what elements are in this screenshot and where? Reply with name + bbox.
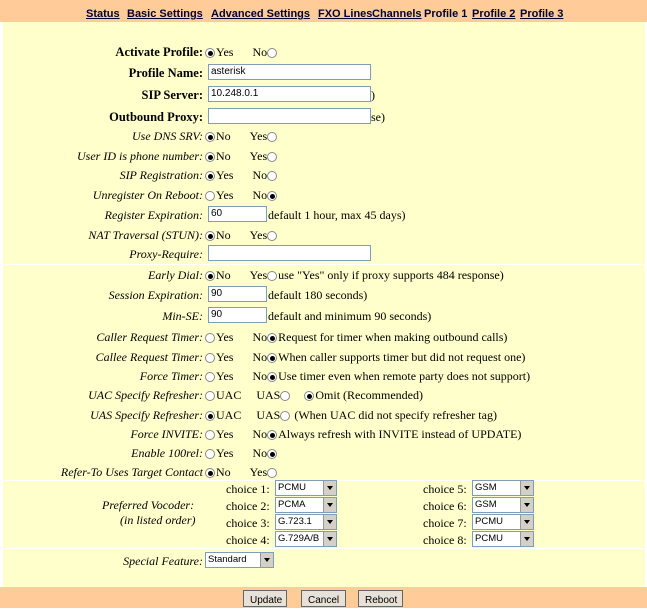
enable-100rel-yes-radio[interactable] <box>205 449 215 459</box>
caller-timer-yes-label: Yes <box>216 330 234 344</box>
dns-srv-no-label: No <box>216 129 231 143</box>
activate-yes-radio[interactable] <box>205 48 215 58</box>
sip-server-suffix: ) <box>371 88 375 102</box>
userid-phone-no-label: No <box>216 149 231 163</box>
force-invite-note: Always refresh with INVITE instead of UPDATE) <box>278 427 522 441</box>
special-feature-label: Special Feature: <box>123 554 203 568</box>
row-early-dial <box>3 265 645 285</box>
activate-profile-label: Activate Profile: <box>115 45 203 59</box>
nav-profile-3[interactable]: Profile 3 <box>520 8 564 20</box>
nat-traversal-yes-radio[interactable] <box>267 231 277 241</box>
early-dial-yes-label: Yes <box>249 268 268 282</box>
nav-channels[interactable]: Channels <box>372 8 422 20</box>
choice-3-label: choice 3: <box>226 516 270 530</box>
dns-srv-options <box>205 129 278 143</box>
min-se-note: default and minimum 90 seconds) <box>268 309 432 323</box>
early-dial-note: use "Yes" only if proxy supports 484 response) <box>278 268 504 282</box>
uac-refresher-uac-label: UAC <box>216 388 242 402</box>
row-proxy-require <box>3 244 645 264</box>
uas-refresher-uas-radio[interactable] <box>280 411 290 421</box>
sip-registration-yes-label: Yes <box>216 168 234 182</box>
row-outbound-proxy <box>3 107 645 127</box>
choice-8-label: choice 8: <box>423 533 467 547</box>
activate-yes-label: Yes <box>216 45 234 59</box>
dns-srv-yes-label: Yes <box>249 129 268 143</box>
profile-name-label: Profile Name: <box>128 66 203 80</box>
chevron-down-icon <box>520 532 533 546</box>
refer-to-no-radio[interactable] <box>205 468 215 478</box>
callee-timer-no-label: No <box>252 350 268 364</box>
choice-7-label: choice 7: <box>423 516 467 530</box>
sip-registration-no-radio[interactable] <box>267 171 277 181</box>
outbound-proxy-input[interactable] <box>208 108 371 124</box>
update-button[interactable]: Update <box>243 590 287 607</box>
top-navigation <box>0 0 647 22</box>
row-uas-refresher <box>3 405 645 425</box>
unregister-reboot-no-label: No <box>252 188 268 202</box>
choice-2-label: choice 2: <box>226 499 270 513</box>
nat-traversal-no-radio[interactable] <box>205 231 215 241</box>
uac-refresher-uac-radio[interactable] <box>205 391 215 401</box>
userid-phone-no-radio[interactable] <box>205 152 215 162</box>
choice-7-select[interactable]: PCMU <box>472 514 534 530</box>
row-special-feature <box>3 551 645 571</box>
force-timer-no-label: No <box>252 369 268 383</box>
choice-4-select[interactable]: G.729A/B <box>275 531 337 547</box>
unregister-reboot-no-radio[interactable] <box>267 191 277 201</box>
nav-profile-2[interactable]: Profile 2 <box>472 8 516 20</box>
min-se-input[interactable]: 90 <box>208 307 267 323</box>
choice-5-label: choice 5: <box>423 482 467 496</box>
nav-fxo-lines[interactable]: FXO Lines <box>318 8 373 20</box>
early-dial-label: Early Dial: <box>148 268 203 282</box>
row-force-timer <box>3 366 645 386</box>
row-sip-server <box>3 85 645 105</box>
choice-2-select[interactable]: PCMA <box>275 497 337 513</box>
separator <box>3 548 645 549</box>
uac-refresher-options <box>205 388 423 402</box>
early-dial-no-label: No <box>216 268 231 282</box>
callee-timer-no-radio[interactable] <box>267 353 277 363</box>
uas-refresher-label: UAS Specify Refresher: <box>90 408 203 422</box>
proxy-require-input[interactable] <box>208 245 371 261</box>
uac-refresher-uas-label: UAS <box>256 388 281 402</box>
choice-1-select[interactable]: PCMU <box>275 480 337 496</box>
row-unregister-reboot <box>3 185 645 205</box>
choice-6-select[interactable]: GSM <box>472 497 534 513</box>
chevron-down-icon <box>323 532 336 546</box>
session-expiration-label: Session Expiration: <box>108 288 203 302</box>
callee-timer-note: When caller supports timer but did not request one) <box>278 350 526 364</box>
vocoder-order-label: (in listed order) <box>120 513 196 527</box>
unregister-reboot-label: Unregister On Reboot: <box>92 188 203 202</box>
choice-1-label: choice 1: <box>226 482 270 496</box>
caller-timer-note: Request for timer when making outbound calls) <box>278 330 508 344</box>
nav-basic-settings[interactable]: Basic Settings <box>127 8 203 20</box>
register-expiration-input[interactable]: 60 <box>208 206 267 222</box>
force-timer-label: Force Timer: <box>139 369 203 383</box>
outbound-proxy-label: Outbound Proxy: <box>109 110 203 124</box>
nav-advanced-settings[interactable]: Advanced Settings <box>211 8 311 20</box>
uas-refresher-uac-radio[interactable] <box>205 411 215 421</box>
chevron-down-icon <box>323 515 336 529</box>
caller-timer-no-radio[interactable] <box>267 333 277 343</box>
userid-phone-options <box>205 149 278 163</box>
choice-4-label: choice 4: <box>226 533 270 547</box>
early-dial-no-radio[interactable] <box>205 271 215 281</box>
callee-request-timer-label: Callee Request Timer: <box>95 350 203 364</box>
chevron-down-icon <box>520 481 533 495</box>
uac-refresher-uas-radio[interactable] <box>280 391 290 401</box>
row-nat-traversal <box>3 225 645 245</box>
unregister-reboot-yes-label: Yes <box>216 188 234 202</box>
early-dial-options <box>205 268 504 282</box>
nav-profile-1: Profile 1 <box>424 8 468 20</box>
caller-request-timer-options <box>205 330 507 344</box>
profile-name-input[interactable]: asterisk <box>208 64 371 80</box>
profile-form <box>3 22 645 587</box>
refer-to-options <box>205 465 278 479</box>
sip-registration-label: SIP Registration: <box>119 168 203 182</box>
chevron-down-icon <box>260 553 273 567</box>
row-activate-profile <box>3 42 645 62</box>
activate-no-label: No <box>252 45 268 59</box>
force-invite-no-label: No <box>252 427 268 441</box>
uac-refresher-omit-radio[interactable] <box>304 391 314 401</box>
proxy-require-label: Proxy-Require: <box>129 247 203 261</box>
unregister-reboot-yes-radio[interactable] <box>205 191 215 201</box>
uas-refresher-uas-label: UAS <box>256 408 281 422</box>
force-invite-label: Force INVITE: <box>130 427 203 441</box>
force-invite-options <box>205 427 521 441</box>
row-caller-request-timer <box>3 327 645 347</box>
reboot-button[interactable]: Reboot <box>358 590 403 607</box>
row-enable-100rel <box>3 443 645 463</box>
callee-request-timer-options <box>205 350 525 364</box>
force-timer-note: Use timer even when remote party does not support) <box>278 369 531 383</box>
refer-to-yes-radio[interactable] <box>267 468 277 478</box>
chevron-down-icon <box>323 498 336 512</box>
chevron-down-icon <box>323 481 336 495</box>
dns-srv-label: Use DNS SRV: <box>132 129 203 143</box>
activate-profile-options <box>205 45 278 59</box>
force-timer-options <box>205 369 530 383</box>
row-session-expiration <box>3 285 645 305</box>
uas-refresher-uac-label: UAC <box>216 408 242 422</box>
special-feature-select[interactable]: Standard <box>205 552 274 568</box>
uas-refresher-note: (When UAC did not specify refresher tag) <box>294 408 497 422</box>
callee-timer-yes-radio[interactable] <box>205 353 215 363</box>
sip-registration-options <box>205 168 278 182</box>
unregister-reboot-options <box>205 188 278 202</box>
row-min-se <box>3 306 645 326</box>
row-profile-name <box>3 63 645 83</box>
row-register-expiration <box>3 205 645 225</box>
caller-request-timer-label: Caller Request Timer: <box>96 330 203 344</box>
force-invite-yes-radio[interactable] <box>205 430 215 440</box>
enable-100rel-no-radio[interactable] <box>267 449 277 459</box>
choice-3-select[interactable]: G.723.1 <box>275 514 337 530</box>
register-expiration-note: default 1 hour, max 45 days) <box>268 208 406 222</box>
chevron-down-icon <box>520 515 533 529</box>
choice-8-select[interactable]: PCMU <box>472 531 534 547</box>
nat-traversal-label: NAT Traversal (STUN): <box>88 228 203 242</box>
force-timer-yes-radio[interactable] <box>205 372 215 382</box>
vocoder-label: Preferred Vocoder: <box>102 498 195 512</box>
nav-status[interactable]: Status <box>86 8 120 20</box>
cancel-button[interactable]: Cancel <box>301 590 346 607</box>
refer-to-no-label: No <box>216 465 231 479</box>
row-callee-request-timer <box>3 347 645 367</box>
refer-to-label: Refer-To Uses Target Contact <box>60 465 203 479</box>
enable-100rel-no-label: No <box>252 446 268 460</box>
dns-srv-yes-radio[interactable] <box>267 132 277 142</box>
force-invite-no-radio[interactable] <box>267 430 277 440</box>
uac-refresher-label: UAC Specify Refresher: <box>88 388 203 402</box>
caller-timer-no-label: No <box>252 330 268 344</box>
row-uac-refresher <box>3 385 645 405</box>
min-se-label: Min-SE: <box>162 309 203 323</box>
row-dns-srv <box>3 126 645 146</box>
enable-100rel-label: Enable 100rel: <box>131 446 203 460</box>
early-dial-yes-radio[interactable] <box>267 271 277 281</box>
session-expiration-input[interactable]: 90 <box>208 286 267 302</box>
choice-5-select[interactable]: GSM <box>472 480 534 496</box>
session-expiration-note: default 180 seconds) <box>268 288 368 302</box>
caller-timer-yes-radio[interactable] <box>205 333 215 343</box>
row-force-invite <box>3 424 645 444</box>
refer-to-yes-label: Yes <box>249 465 268 479</box>
force-timer-no-radio[interactable] <box>267 372 277 382</box>
enable-100rel-options <box>205 446 278 460</box>
userid-phone-yes-label: Yes <box>249 149 268 163</box>
sip-server-label: SIP Server: <box>141 88 203 102</box>
dns-srv-no-radio[interactable] <box>205 132 215 142</box>
nat-traversal-yes-label: Yes <box>249 228 268 242</box>
sip-registration-yes-radio[interactable] <box>205 171 215 181</box>
enable-100rel-yes-label: Yes <box>216 446 234 460</box>
force-timer-yes-label: Yes <box>216 369 234 383</box>
nat-traversal-options <box>205 228 278 242</box>
userid-phone-label: User ID is phone number: <box>77 149 203 163</box>
choice-6-label: choice 6: <box>423 499 467 513</box>
sip-server-input[interactable]: 10.248.0.1 <box>208 86 371 102</box>
chevron-down-icon <box>520 498 533 512</box>
callee-timer-yes-label: Yes <box>216 350 234 364</box>
row-sip-registration <box>3 165 645 185</box>
register-expiration-label: Register Expiration: <box>104 208 203 222</box>
force-invite-yes-label: Yes <box>216 427 234 441</box>
uac-refresher-omit-label: Omit (Recommended) <box>315 388 423 402</box>
uas-refresher-options <box>205 408 497 422</box>
userid-phone-yes-radio[interactable] <box>267 152 277 162</box>
row-userid-phone <box>3 146 645 166</box>
sip-registration-no-label: No <box>252 168 268 182</box>
nat-traversal-no-label: No <box>216 228 231 242</box>
activate-no-radio[interactable] <box>267 48 277 58</box>
outbound-proxy-suffix: se) <box>371 110 385 124</box>
